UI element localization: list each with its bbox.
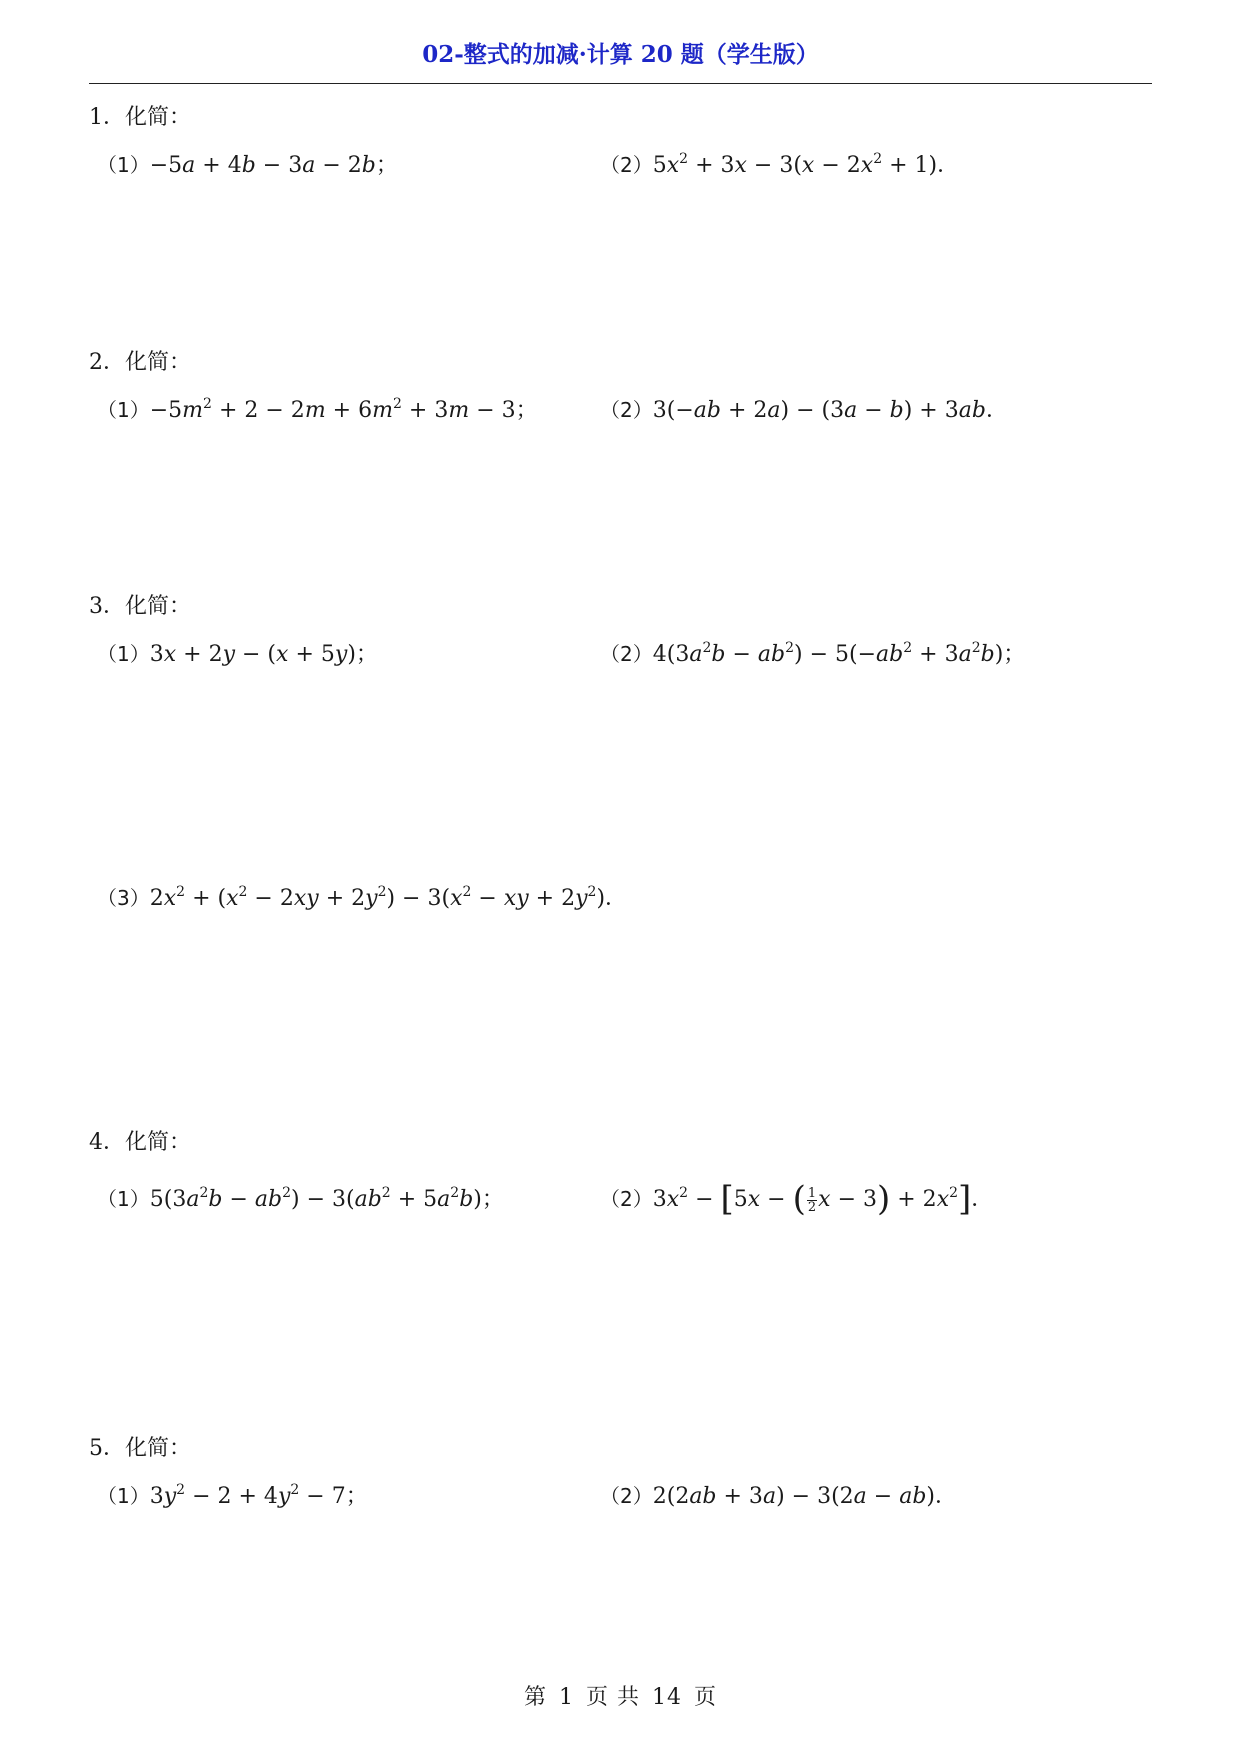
question-instruction: 化简： bbox=[125, 105, 192, 130]
page-footer bbox=[0, 1680, 1241, 1711]
fraction-one-half: $\frac{1}{2}$ bbox=[807, 1185, 817, 1215]
part-label: （2） bbox=[600, 1187, 653, 1211]
footer-total-pages: 14 bbox=[652, 1685, 682, 1710]
header-rule bbox=[89, 83, 1152, 84]
part-label: （2） bbox=[600, 153, 653, 177]
question-1-part-2 bbox=[600, 148, 959, 179]
footer-prefix: 第 bbox=[523, 1685, 547, 1710]
question-1-title bbox=[89, 100, 191, 131]
question-4-part-1 bbox=[97, 1182, 504, 1213]
expression: $4(3a^2b - ab^2) - 5(-ab^2 + 3a^2b)$； bbox=[652, 640, 1026, 667]
expression: $3y^2 - 2 + 4y^2 - 7$； bbox=[149, 1482, 368, 1509]
part-label: （2） bbox=[600, 642, 653, 666]
footer-page-number: 1 bbox=[559, 1685, 574, 1710]
part-label: （3） bbox=[97, 886, 150, 910]
part-label: （1） bbox=[97, 398, 150, 422]
expression: $5(3a^2b - ab^2) - 3(ab^2 + 5a^2b)$； bbox=[149, 1185, 504, 1212]
question-number: 1． bbox=[89, 105, 125, 130]
question-3-part-3 bbox=[97, 881, 627, 912]
footer-mid: 页 共 bbox=[586, 1685, 640, 1710]
part-label: （1） bbox=[97, 1187, 150, 1211]
question-5-title bbox=[89, 1431, 191, 1462]
expression: 3x + 2y − (x + 5y)； bbox=[149, 642, 378, 667]
expression: 2(2ab + 3a) − 3(2a − ab)． bbox=[652, 1484, 957, 1509]
expression: 3(−ab + 2a) − (3a − b) + 3ab． bbox=[652, 398, 1008, 423]
expression: $-5m^2 + 2 - 2m + 6m^2 + 3m - 3$； bbox=[149, 396, 538, 423]
question-3-part-1 bbox=[97, 637, 378, 668]
question-4-title bbox=[89, 1125, 191, 1156]
question-1-part-1 bbox=[97, 148, 398, 179]
question-instruction: 化简： bbox=[125, 1436, 192, 1461]
question-number: 4． bbox=[89, 1130, 125, 1155]
part-label: （1） bbox=[97, 1484, 150, 1508]
page-title: 02-整式的加减·计算 20 题（学生版） bbox=[422, 41, 819, 68]
question-number: 2． bbox=[89, 350, 125, 375]
question-2-title bbox=[89, 345, 191, 376]
question-number: 5． bbox=[89, 1436, 125, 1461]
expression: −5a + 4b − 3a − 2b； bbox=[149, 153, 398, 178]
part-label: （2） bbox=[600, 398, 653, 422]
question-3-title bbox=[89, 589, 191, 620]
question-instruction: 化简： bbox=[125, 594, 192, 619]
question-2-part-2 bbox=[600, 393, 1008, 424]
part-label: （1） bbox=[97, 153, 150, 177]
question-5-part-1 bbox=[97, 1479, 368, 1510]
part-label: （2） bbox=[600, 1484, 653, 1508]
question-2-part-1 bbox=[97, 393, 538, 424]
question-number: 3． bbox=[89, 594, 125, 619]
question-instruction: 化简： bbox=[125, 350, 192, 375]
expression: $2x^2 + (x^2 - 2xy + 2y^2) - 3(x^2$ − xy + $2y^2$)． bbox=[149, 884, 628, 911]
part-label: （1） bbox=[97, 642, 150, 666]
footer-suffix: 页 bbox=[694, 1685, 718, 1710]
expression: $3x^2 - [5x$ − ( $\frac{1}{2}$ $x - 3) + 2x^2$]． bbox=[652, 1179, 994, 1219]
question-5-part-2 bbox=[600, 1479, 957, 1510]
question-4-part-2 bbox=[600, 1179, 994, 1219]
question-3-part-2 bbox=[600, 637, 1025, 668]
expression: $5x^2 + 3x - 3(x - 2x^2 + 1)$． bbox=[652, 151, 960, 178]
question-instruction: 化简： bbox=[125, 1130, 192, 1155]
